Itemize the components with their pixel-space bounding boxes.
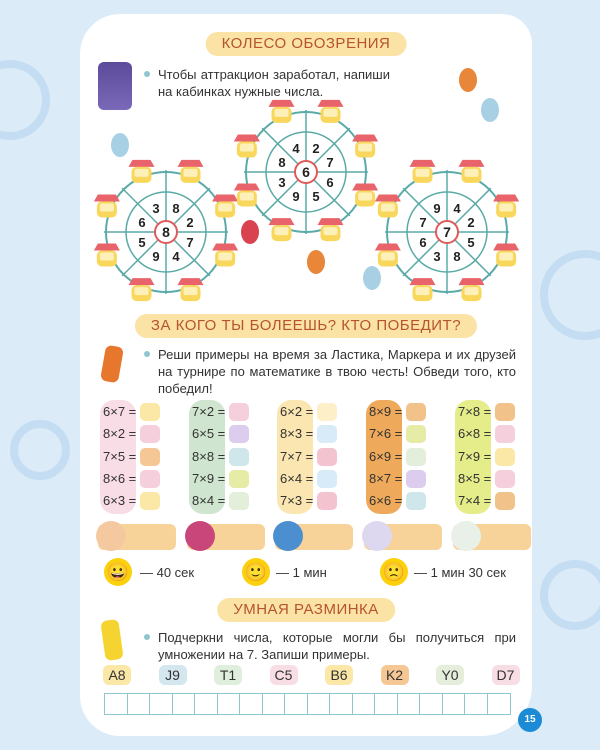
answer-box[interactable] — [406, 425, 426, 443]
wheel-number: 7 — [419, 215, 427, 231]
section-title-who-wins: ЗА КОГО ТЫ БОЛЕЕШЬ? КТО ПОБЕДИТ? — [135, 314, 477, 338]
answer-box[interactable] — [495, 403, 515, 421]
cabin[interactable] — [317, 100, 343, 123]
grid-cell[interactable] — [308, 694, 331, 714]
balloon — [241, 220, 259, 244]
cabin[interactable] — [269, 218, 295, 241]
grid-cell[interactable] — [150, 694, 173, 714]
wheel-number: 2 — [186, 215, 194, 231]
wheel-number: 2 — [312, 140, 320, 156]
answer-box[interactable] — [140, 492, 160, 510]
math-problem: 7×9 = — [458, 448, 492, 464]
grid-cell[interactable] — [195, 694, 218, 714]
math-problem: 6×7 = — [103, 404, 137, 419]
cabin[interactable] — [458, 160, 484, 183]
grid-cell[interactable] — [330, 694, 353, 714]
number-code[interactable]: C5 — [270, 665, 298, 685]
math-problem: 8×3 = — [280, 426, 314, 442]
cabin[interactable] — [352, 135, 378, 158]
grid-cell[interactable] — [218, 694, 241, 714]
grid-cell[interactable] — [285, 694, 308, 714]
contestant-avatar[interactable] — [273, 521, 303, 551]
wheel-number: 4 — [292, 140, 300, 156]
cabin[interactable] — [375, 243, 401, 266]
number-code[interactable]: D7 — [492, 665, 520, 685]
section-title-ferris-wheel: КОЛЕСО ОБОЗРЕНИЯ — [206, 32, 407, 56]
math-problem: 6×8 = — [458, 426, 492, 442]
answer-box[interactable] — [495, 425, 515, 443]
cabin[interactable] — [212, 243, 238, 266]
math-problem: 7×6 = — [369, 426, 403, 442]
answer-box[interactable] — [406, 403, 426, 421]
answer-box[interactable] — [229, 425, 249, 443]
grid-cell[interactable] — [263, 694, 286, 714]
wheel-center-number: 6 — [302, 164, 310, 180]
grid-cell[interactable] — [353, 694, 376, 714]
answer-box[interactable] — [140, 448, 160, 466]
answer-box[interactable] — [317, 403, 337, 421]
contestant-avatar[interactable] — [362, 521, 392, 551]
wheel-number: 8 — [278, 155, 286, 171]
math-problem: 8×9 = — [369, 404, 403, 419]
answer-grid[interactable] — [104, 693, 511, 715]
answer-box[interactable] — [495, 470, 515, 488]
cabin[interactable] — [493, 195, 519, 218]
number-code[interactable]: K2 — [381, 665, 409, 685]
instruction-2: Реши примеры на время за Ластика, Маркера и их друзей на турнире по математике в твою честь! Обведи того, кто победил! — [158, 347, 516, 396]
section-title-warmup: УМНАЯ РАЗМИНКА — [217, 598, 395, 622]
math-problem: 8×2 = — [103, 426, 137, 442]
wheel-number: 5 — [312, 189, 320, 205]
math-problem: 8×7 = — [369, 470, 403, 486]
wheel-number: 3 — [433, 249, 441, 265]
answer-box[interactable] — [495, 448, 515, 466]
grid-cell[interactable] — [375, 694, 398, 714]
math-problem: 8×6 = — [103, 470, 137, 486]
smiley-icon: 😀 — [104, 558, 132, 586]
cabin[interactable] — [375, 195, 401, 218]
wheel-number: 9 — [433, 200, 441, 216]
wheel-number: 9 — [152, 249, 160, 265]
time-label: — 1 мин 30 сек — [414, 565, 506, 580]
ferris-wheel — [94, 160, 238, 301]
math-problem: 8×4 = — [192, 493, 226, 509]
time-label: — 1 мин — [276, 565, 327, 580]
wheel-number: 6 — [138, 215, 146, 231]
number-code[interactable]: Y0 — [436, 665, 464, 685]
contestant-avatar[interactable] — [185, 521, 215, 551]
cabin[interactable] — [493, 243, 519, 266]
grid-cell[interactable] — [105, 694, 128, 714]
cabin[interactable] — [129, 160, 155, 183]
cabin[interactable] — [269, 100, 295, 123]
cabin[interactable] — [410, 160, 436, 183]
math-problem: 6×6 = — [369, 493, 403, 509]
grid-cell[interactable] — [173, 694, 196, 714]
time-label: — 40 сек — [140, 565, 195, 580]
contestant-avatar[interactable] — [96, 521, 126, 551]
answer-box[interactable] — [229, 492, 249, 510]
wheel-number: 3 — [152, 200, 160, 216]
grid-cell[interactable] — [420, 694, 443, 714]
balloon — [307, 250, 325, 274]
wheel-number: 7 — [186, 234, 194, 250]
answer-box[interactable] — [140, 470, 160, 488]
answer-box[interactable] — [140, 425, 160, 443]
ferris-wheel — [375, 160, 519, 301]
cabin[interactable] — [129, 278, 155, 301]
cabin[interactable] — [234, 135, 260, 158]
math-problem: 7×9 = — [192, 470, 226, 486]
math-problem: 6×4 = — [280, 470, 314, 486]
number-code[interactable]: J9 — [159, 665, 187, 685]
cabin[interactable] — [177, 160, 203, 183]
grid-cell[interactable] — [398, 694, 421, 714]
cabin[interactable] — [177, 278, 203, 301]
wheel-center-number: 7 — [443, 224, 451, 240]
cabin[interactable] — [352, 183, 378, 206]
cabin[interactable] — [94, 195, 120, 218]
cabin[interactable] — [94, 243, 120, 266]
number-code[interactable]: B6 — [325, 665, 353, 685]
balloon — [363, 266, 381, 290]
balloon — [111, 133, 129, 157]
grid-cell[interactable] — [128, 694, 151, 714]
wheel-number: 9 — [292, 189, 300, 205]
ferris-wheel — [234, 100, 378, 241]
answer-box[interactable] — [317, 492, 337, 510]
wheel-number: 4 — [453, 200, 461, 216]
ferris-wheels — [0, 0, 600, 320]
math-problem: 7×2 = — [192, 404, 226, 419]
grid-cell[interactable] — [488, 694, 511, 714]
answer-box[interactable] — [317, 470, 337, 488]
grid-cell[interactable] — [240, 694, 263, 714]
number-code[interactable]: A8 — [103, 665, 131, 685]
answer-box[interactable] — [140, 403, 160, 421]
answer-box[interactable] — [317, 425, 337, 443]
answer-box[interactable] — [317, 448, 337, 466]
math-problem: 6×9 = — [369, 448, 403, 464]
wheel-number: 3 — [278, 174, 286, 190]
instruction-1: Чтобы аттракцион заработал, напиши на кабинках нужные числа. — [158, 67, 390, 99]
cabin[interactable] — [410, 278, 436, 301]
answer-box[interactable] — [406, 448, 426, 466]
number-code[interactable]: T1 — [214, 665, 242, 685]
math-problem: 8×8 = — [192, 448, 226, 464]
answer-box[interactable] — [229, 470, 249, 488]
answer-box[interactable] — [229, 403, 249, 421]
balloon — [481, 98, 499, 122]
bg-decoration — [540, 560, 600, 630]
wheel-center-number: 8 — [162, 224, 170, 240]
smiley-icon: 🙁 — [380, 558, 408, 586]
math-problem: 6×2 = — [280, 404, 314, 419]
math-problem: 7×5 = — [103, 448, 137, 464]
grid-cell[interactable] — [443, 694, 466, 714]
wheel-number: 4 — [172, 249, 180, 265]
wheel-number: 6 — [419, 234, 427, 250]
smiley-icon: 🙂 — [242, 558, 270, 586]
cabin[interactable] — [458, 278, 484, 301]
answer-box[interactable] — [495, 492, 515, 510]
balloon — [459, 68, 477, 92]
answer-box[interactable] — [406, 492, 426, 510]
instruction-3: Подчеркни числа, которые могли бы получиться при умножении на 7. Запиши примеры. — [158, 630, 516, 662]
math-problem: 8×5 = — [458, 470, 492, 486]
bg-decoration — [10, 420, 70, 480]
page-number: 15 — [518, 708, 542, 732]
wheel-number: 8 — [172, 200, 180, 216]
answer-box[interactable] — [229, 448, 249, 466]
wheel-number: 6 — [326, 174, 334, 190]
cabin[interactable] — [234, 183, 260, 206]
cabin[interactable] — [317, 218, 343, 241]
cabin[interactable] — [212, 195, 238, 218]
wheel-number: 7 — [326, 155, 334, 171]
contestant-avatar[interactable] — [451, 521, 481, 551]
wheel-number: 8 — [453, 249, 461, 265]
math-problem: 7×7 = — [280, 448, 314, 464]
math-problem: 6×5 = — [192, 426, 226, 442]
wheel-number: 5 — [467, 234, 475, 250]
wheel-number: 5 — [138, 234, 146, 250]
math-problem: 7×4 = — [458, 493, 492, 509]
math-problem: 7×8 = — [458, 404, 492, 419]
grid-cell[interactable] — [465, 694, 488, 714]
wheel-number: 2 — [467, 215, 475, 231]
answer-box[interactable] — [406, 470, 426, 488]
math-problem: 6×3 = — [103, 493, 137, 509]
math-problem: 7×3 = — [280, 493, 314, 509]
